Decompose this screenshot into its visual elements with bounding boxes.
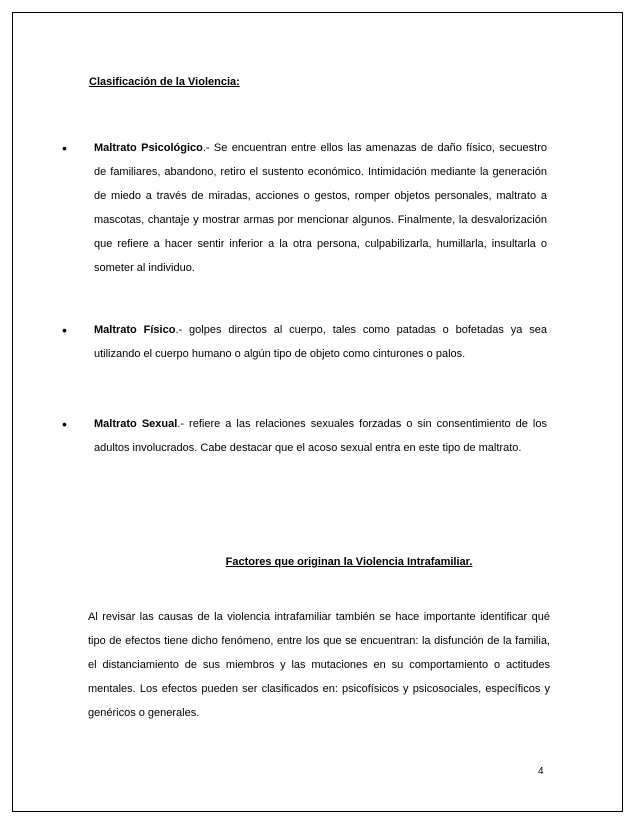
list-item-fisico — [94, 318, 547, 366]
paragraph-factores: Al revisar las causas de la violencia intrafamiliar también se hace importante identificar qué tipo de efectos tiene dicho fenómeno, entre los que se encuentran: la disfunción de la familia, el distanciamiento de sus miembros y las mutaciones en su comportamiento o actitudes mentales. Los efectos pueden ser clasificados en: psicofísicos y psicosociales, específicos y genéricos o generales. — [88, 611, 550, 719]
page-number: 4 — [538, 766, 544, 777]
text-psicologico: .- Se encuentran entre ellos las amenazas de daño físico, secuestro de familiares, abandono, retiro el sustento económico. Intimidación mediante la generación de miedo a través de miradas, acciones o gestos, romper objetos personales, maltrato a mascotas, chantaje y mostrar armas por mencionar algunos. Finalmente, la desvalorización que refiere a hacer sentir inferior a la otra persona, culpabilizarla, humillarla, insultarla o someter al individuo. — [94, 142, 547, 274]
bullet-icon: • — [62, 416, 67, 432]
heading-clasificacion: Clasificación de la Violencia: — [89, 76, 240, 88]
term-psicologico: Maltrato Psicológico — [94, 142, 203, 154]
term-fisico: Maltrato Físico — [94, 324, 176, 336]
text-sexual: .- refiere a las relaciones sexuales forzadas o sin consentimiento de los adultos involucrados. Cabe destacar que el acoso sexual entra en este tipo de maltrato. — [94, 418, 547, 454]
term-sexual: Maltrato Sexual — [94, 418, 178, 430]
list-item-sexual — [94, 412, 547, 460]
text-fisico: .- golpes directos al cuerpo, tales como patadas o bofetadas ya sea utilizando el cuerpo humano o algún tipo de objeto como cinturones o palos. — [94, 324, 548, 360]
bullet-icon: • — [62, 322, 67, 338]
list-item-psicologico — [94, 136, 547, 280]
bullet-icon: • — [62, 140, 67, 156]
heading-factores: Factores que originan la Violencia Intrafamiliar. — [225, 556, 473, 568]
